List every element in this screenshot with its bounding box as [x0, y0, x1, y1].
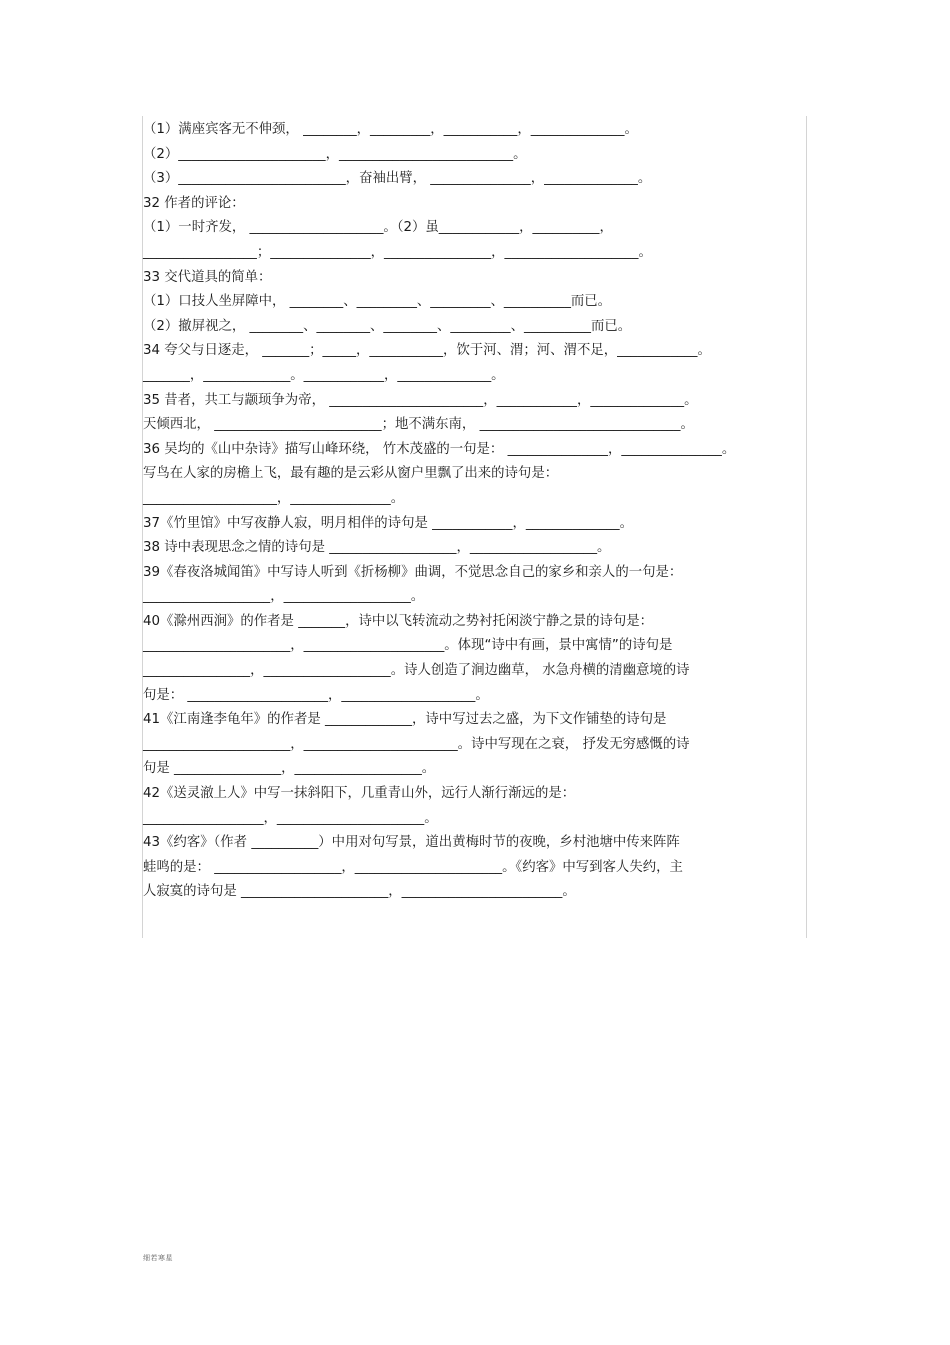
line-36-2: 写鸟在人家的房檐上飞，最有趣的是云彩从窗户里飘了出来的诗句是： [143, 466, 559, 482]
line-38: 38 诗中表现思念之情的诗句是 ___________________，___________________。 [143, 540, 611, 556]
line-34-1: 34 夸父与日逐走， _______；_____，___________，饮于河、渭；河、渭不足，____________。 [143, 343, 711, 359]
line-43-3: 人寂寞的诗句是 ______________________，________________________。 [143, 884, 576, 900]
line-41-2: ______________________，_______________________。诗中写现在之衰， 抒发无穷感慨的诗 [143, 736, 690, 752]
line-34-2: _______，_____________。____________，______________。 [143, 367, 505, 383]
line-40-1: 40《滁州西涧》的作者是 _______，诗中以飞转流动之势衬托闲淡宁静之景的诗句是： [143, 613, 654, 629]
line-43-2: 蛙鸣的是： ___________________，______________________。《约客》中写到客人失约，主 [143, 859, 683, 875]
line-35-2: 天倾西北， _________________________；地不满东南， ______________________________。 [143, 417, 694, 433]
line-33-heading: 33 交代道具的简单： [143, 269, 272, 285]
line-32-heading: 32 作者的评论： [143, 195, 245, 211]
line-36-1: 36 吴均的《山中杂诗》描写山峰环绕， 竹木茂盛的一句是： _______________，_______________。 [143, 441, 736, 457]
line-31-3: （3）_________________________，奋袖出臂， _______________，______________。 [143, 171, 652, 187]
line-33-2: （2）撤屏视之， ________、________、________、_________、__________而已。 [143, 318, 632, 334]
line-35-1: 35 昔者，共工与颛顼争为帝， _______________________，____________，______________。 [143, 392, 698, 408]
line-41-1: 41《江南逢李龟年》的作者是 _____________，诗中写过去之盛，为下文作铺垫的诗句是 [143, 712, 667, 728]
line-40-2: ______________________，_____________________。体现“诗中有画，景中寓情”的诗句是 [143, 638, 673, 654]
worksheet-body [143, 118, 823, 905]
line-39-1: 39《春夜洛城闻笛》中写诗人听到《折杨柳》曲调，不觉思念自己的家乡和亲人的一句是： [143, 564, 683, 580]
line-43-1: 43《约客》（作者 __________）中用对句写景，道出黄梅时节的夜晚，乡村池塘中传来阵阵 [143, 835, 680, 851]
line-32-1: （1）一时齐发， ____________________。（2）虽____________，__________， [143, 220, 613, 236]
line-31-1: （1）满座宾客无不伸颈， ________，_________，___________，______________。 [143, 122, 638, 137]
line-41-3: 句是 ________________，___________________。 [143, 761, 436, 777]
line-31-2: （2）______________________，__________________________。 [143, 146, 527, 162]
line-37: 37《竹里馆》中写夜静人寂，明月相伴的诗句是 ____________，______________。 [143, 515, 633, 531]
line-33-1: （1）口技人坐屏障中， ________、_________、_________、__________而已。 [143, 294, 612, 310]
line-42-2: __________________，______________________。 [143, 810, 438, 826]
line-40-4: 句是： _____________________，____________________。 [143, 687, 489, 703]
line-32-2: _________________；_______________，________________，____________________。 [143, 244, 652, 260]
line-39-2: ___________________，___________________。 [143, 589, 425, 605]
line-40-3: ________________，___________________。诗人创造了涧边幽草， 水急舟横的清幽意境的诗 [143, 663, 690, 679]
line-36-3: ____________________，_______________。 [143, 490, 405, 506]
line-42-1: 42《送灵澈上人》中写一抹斜阳下，几重青山外，远行人渐行渐远的是： [143, 786, 576, 802]
footer-text: 细若寒星 [143, 1254, 173, 1262]
